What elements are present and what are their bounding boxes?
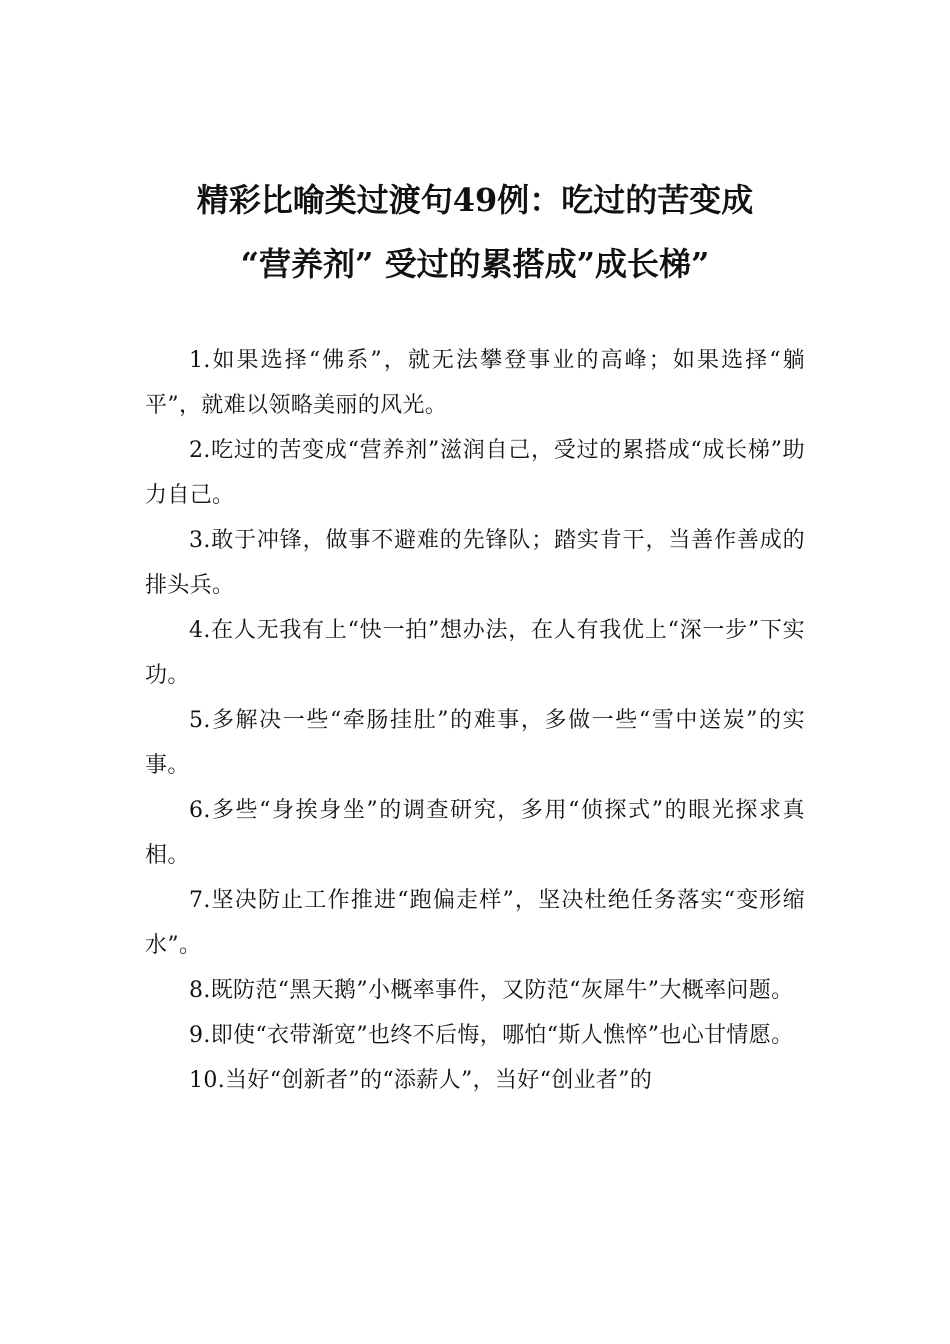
title-line-1: 精彩比喻类过渡句49例：吃过的苦变成 xyxy=(196,181,754,219)
paragraph-2: 2.吃过的苦变成“营养剂”滋润自己，受过的累搭成“成长梯”助力自己。 xyxy=(145,438,805,508)
paragraph-3: 3.敢于冲锋，做事不避难的先锋队；踏实肯干，当善作善成的排头兵。 xyxy=(145,528,805,598)
paragraph-6: 6.多些“身挨身坐”的调查研究，多用“侦探式”的眼光探求真相。 xyxy=(145,798,805,868)
paragraph-8: 8.既防范“黑天鹅”小概率事件，又防范“灰犀牛”大概率问题。 xyxy=(189,978,794,1003)
document-title xyxy=(145,168,805,296)
paragraph-1: 1.如果选择“佛系”，就无法攀登事业的高峰；如果选择“躺平”，就难以领略美丽的风光。 xyxy=(145,348,805,418)
paragraph-7: 7.坚决防止工作推进“跑偏走样”，坚决杜绝任务落实“变形缩水”。 xyxy=(145,888,805,958)
paragraph-4: 4.在人无我有上“快一拍”想办法，在人有我优上“深一步”下实功。 xyxy=(145,618,805,688)
paragraph-5: 5.多解决一些“牵肠挂肚”的难事，多做一些“雪中送炭”的实事。 xyxy=(145,708,805,778)
paragraph-10: 10.当好“创新者”的“添薪人”，当好“创业者”的 xyxy=(189,1068,653,1093)
paragraph-9: 9.即使“衣带渐宽”也终不后悔，哪怕“斯人憔悴”也心甘情愿。 xyxy=(189,1023,794,1048)
title-line-2: “营养剂” 受过的累搭成”成长梯” xyxy=(240,245,710,283)
document-body xyxy=(145,338,805,1103)
